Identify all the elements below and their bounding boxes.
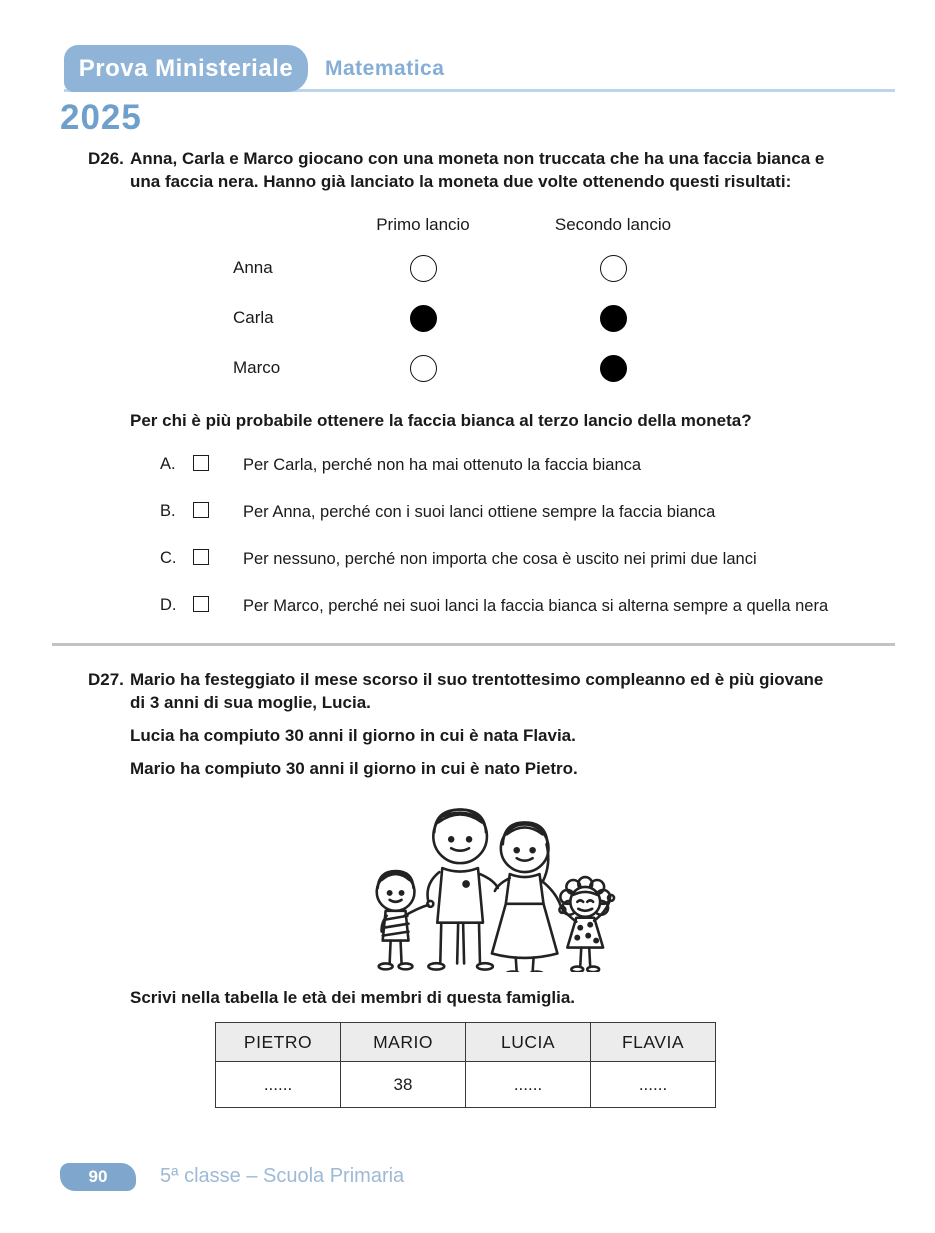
option-c (160, 546, 935, 572)
option-a (160, 452, 935, 478)
toss-cell (503, 343, 723, 393)
page-number-badge: 90 (60, 1163, 136, 1191)
coin-icon (600, 255, 627, 282)
option-d (160, 593, 935, 619)
option-letter: A. (160, 455, 176, 473)
age-answer-cell[interactable]: ...... (591, 1062, 716, 1108)
coin-icon (410, 355, 437, 382)
toss-cell (503, 293, 723, 343)
toss-cell (343, 343, 503, 393)
toss-row-name: Carla (233, 308, 274, 327)
toss-corner-cell (233, 213, 343, 243)
option-letter: B. (160, 502, 176, 520)
question-paragraph: Lucia ha compiuto 30 anni il giorno in cui è nata Flavia. (130, 726, 576, 745)
answer-options (160, 452, 935, 619)
answer-checkbox[interactable] (193, 455, 209, 471)
question-number: D26. (88, 149, 124, 168)
age-table-header: FLAVIA (591, 1023, 716, 1062)
footer-label: 5ª classe – Scuola Primaria (160, 1165, 405, 1187)
answer-checkbox[interactable] (193, 596, 209, 612)
option-letter: C. (160, 549, 177, 567)
toss-header-first: Primo lancio (376, 215, 470, 234)
question-stem: Mario ha festeggiato il mese scorso il suo trentottesimo compleanno ed è più giovane di 3 anni di sua moglie, Lucia. (130, 670, 824, 712)
age-given-cell: 38 (341, 1062, 466, 1108)
series-tab-label: Prova Ministeriale (78, 54, 294, 82)
option-text: Per Marco, perché nei suoi lanci la faccia bianca si alterna sempre a quella nera (243, 597, 829, 615)
year-label: 2025 (60, 98, 142, 137)
toss-header-second: Secondo lancio (554, 215, 672, 234)
toss-row-name: Anna (233, 258, 273, 277)
age-table (215, 1022, 716, 1108)
option-text: Per Anna, perché con i suoi lanci ottiene sempre la faccia bianca (243, 503, 716, 521)
subject-label: Matematica (325, 57, 445, 80)
family-illustration (0, 792, 935, 972)
question-paragraph: Mario ha compiuto 30 anni il giorno in cui è nato Pietro. (130, 759, 578, 778)
toss-row-name: Marco (233, 358, 281, 377)
option-letter: D. (160, 596, 177, 614)
age-table-header: MARIO (341, 1023, 466, 1062)
coin-icon (600, 355, 627, 382)
question-number: D27. (88, 670, 124, 689)
answer-checkbox[interactable] (193, 502, 209, 518)
option-text: Per nessuno, perché non importa che cosa è uscito nei primi due lanci (243, 550, 757, 568)
section-divider (52, 643, 895, 646)
coin-toss-table (233, 213, 935, 393)
question-d26 (0, 147, 935, 619)
option-text: Per Carla, perché non ha mai ottenuto la faccia bianca (243, 456, 642, 474)
age-answer-cell[interactable]: ...... (466, 1062, 591, 1108)
age-table-header: LUCIA (466, 1023, 591, 1062)
answer-checkbox[interactable] (193, 549, 209, 565)
toss-cell (343, 243, 503, 293)
family-illustration-svg (339, 792, 617, 972)
toss-cell (343, 293, 503, 343)
coin-icon (410, 305, 437, 332)
coin-icon (410, 255, 437, 282)
table-instruction: Scrivi nella tabella le età dei membri di questa famiglia. (130, 988, 575, 1007)
coin-icon (600, 305, 627, 332)
question-d27 (0, 668, 935, 1108)
series-tab (64, 45, 308, 92)
age-answer-cell[interactable]: ...... (216, 1062, 341, 1108)
question-stem: Anna, Carla e Marco giocano con una moneta non truccata che ha una faccia bianca e una faccia nera. Hanno già lanciato la moneta due volte ottenendo questi risultati: (130, 149, 825, 191)
toss-cell (503, 243, 723, 293)
question-prompt: Per chi è più probabile ottenere la faccia bianca al terzo lancio della moneta? (130, 411, 752, 430)
option-b (160, 499, 935, 525)
age-table-header: PIETRO (216, 1023, 341, 1062)
